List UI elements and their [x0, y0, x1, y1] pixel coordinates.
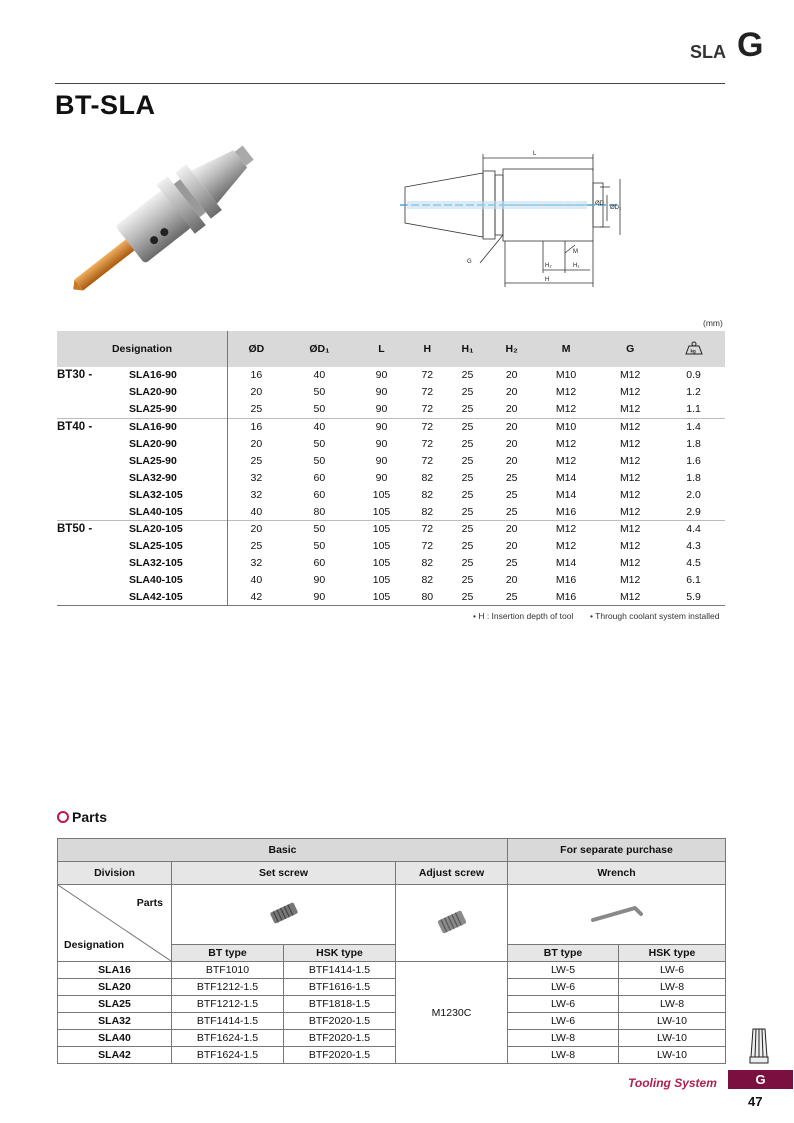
part-cell: BTF1212-1.5: [172, 979, 284, 996]
model-cell: SLA20-90: [129, 436, 228, 453]
parts-heading: Parts: [57, 809, 107, 825]
dim-H2: H₂: [545, 263, 552, 269]
value-cell: 25: [505, 488, 518, 501]
value-cell: 25: [461, 369, 474, 382]
part-cell: BTF1616-1.5: [284, 979, 396, 996]
wrench-bt-type: BT type: [508, 944, 619, 961]
value-cell: 20: [228, 521, 285, 538]
value-cell: 20: [505, 386, 518, 399]
parts-bullet-icon: [57, 811, 69, 823]
part-cell: LW-6: [508, 979, 619, 996]
value-cell: M14: [555, 488, 577, 501]
value-cell: 50: [313, 386, 326, 399]
value-cell: 4.4: [662, 521, 725, 538]
designation-cell: SLA40: [58, 1030, 172, 1047]
value-cell: 1.8: [686, 471, 701, 484]
model-cell: SLA25-90: [129, 401, 228, 418]
value-cell: 25: [505, 505, 518, 518]
table-row: [57, 384, 725, 401]
value-cell: 60: [313, 471, 326, 484]
designation-cell: SLA32: [58, 1013, 172, 1030]
col-m: M: [534, 331, 598, 367]
value-cell: 82: [421, 488, 434, 501]
table-row: [58, 962, 726, 979]
adjust-screw-header: Adjust screw: [396, 862, 508, 885]
value-cell: 25: [446, 521, 490, 538]
value-cell: 105: [372, 557, 391, 570]
spec-table: [57, 331, 725, 606]
value-cell: 20: [505, 369, 518, 382]
wrench-icon: [587, 900, 647, 926]
col-g: G: [598, 331, 662, 367]
dim-D1: ØD₁: [610, 205, 622, 211]
value-cell: 25: [461, 557, 474, 570]
part-cell: BTF1818-1.5: [284, 996, 396, 1013]
page-number: 47: [748, 1094, 763, 1109]
value-cell: 50: [313, 403, 326, 416]
value-cell: 80: [409, 589, 446, 606]
value-cell: 16: [250, 369, 263, 382]
value-cell: 40: [250, 505, 263, 518]
value-cell: 60: [313, 557, 326, 570]
table-row: [57, 418, 725, 435]
value-cell: 25: [505, 557, 518, 570]
col-weight: [662, 331, 725, 367]
unit-label: (mm): [703, 318, 723, 328]
model-cell: SLA20-105: [129, 521, 228, 538]
value-cell: 90: [375, 471, 388, 484]
value-cell: 1.8: [686, 438, 701, 450]
model-cell: SLA25-90: [129, 452, 228, 469]
value-cell: 25: [250, 403, 263, 416]
value-cell: M14: [555, 471, 577, 484]
footer-section-tab: G: [728, 1070, 793, 1089]
group-label: BT50 -: [57, 521, 129, 538]
set-hsk-type: HSK type: [284, 944, 396, 961]
value-cell: M12: [619, 471, 641, 484]
adjust-screw-value: M1230C: [396, 962, 508, 1064]
value-cell: 50: [313, 454, 326, 467]
value-cell: M12: [619, 557, 641, 570]
value-cell: 25: [461, 438, 474, 450]
set-screw-icon: [267, 901, 301, 925]
value-cell: 32: [250, 471, 263, 484]
value-cell: 0.9: [686, 369, 701, 382]
group-label: BT40 -: [57, 418, 129, 435]
part-cell: BTF1624-1.5: [172, 1047, 284, 1064]
group-label: [57, 589, 129, 606]
value-cell: 2.9: [686, 505, 701, 518]
value-cell: M16: [555, 505, 577, 518]
value-cell: 25: [461, 471, 474, 484]
set-screw-image: [172, 885, 396, 945]
value-cell: 105: [372, 540, 391, 553]
value-cell: M12: [619, 574, 641, 587]
value-cell: M12: [619, 505, 641, 518]
model-cell: SLA40-105: [129, 572, 228, 589]
value-cell: 105: [354, 589, 409, 606]
part-cell: LW-6: [508, 996, 619, 1013]
group-label: [57, 503, 129, 520]
designation-cell: SLA20: [58, 979, 172, 996]
group-label: [57, 538, 129, 555]
table-row: [57, 436, 725, 453]
value-cell: M12: [534, 521, 598, 538]
table-row: [57, 538, 725, 555]
value-cell: M12: [619, 403, 641, 416]
value-cell: M12: [555, 403, 577, 416]
adjust-screw-image: [396, 885, 508, 962]
value-cell: 90: [375, 369, 388, 382]
value-cell: 72: [409, 418, 446, 435]
value-cell: 25: [461, 505, 474, 518]
value-cell: 50: [285, 521, 354, 538]
value-cell: 72: [421, 386, 434, 399]
value-cell: 90: [375, 454, 388, 467]
value-cell: M12: [555, 454, 577, 467]
dim-H1: H₁: [573, 263, 580, 269]
set-bt-type: BT type: [172, 944, 284, 961]
value-cell: 40: [313, 369, 326, 382]
table-row: [58, 1047, 726, 1064]
value-cell: M10: [534, 418, 598, 435]
collet-icon: [748, 1027, 770, 1065]
value-cell: 60: [313, 488, 326, 501]
value-cell: M12: [598, 418, 662, 435]
part-cell: BTF1624-1.5: [172, 1030, 284, 1047]
diagonal-cell: [58, 885, 172, 962]
adjust-screw-icon: [435, 909, 469, 935]
part-cell: BTF2020-1.5: [284, 1030, 396, 1047]
value-cell: 90: [375, 403, 388, 416]
group-label: [57, 452, 129, 469]
value-cell: 25: [461, 403, 474, 416]
table-row: [58, 996, 726, 1013]
part-cell: BTF1414-1.5: [172, 1013, 284, 1030]
value-cell: 82: [421, 557, 434, 570]
group-label: [57, 436, 129, 453]
model-cell: SLA16-90: [129, 367, 228, 384]
value-cell: 1.4: [662, 418, 725, 435]
value-cell: 16: [228, 418, 285, 435]
col-h: H: [409, 331, 446, 367]
value-cell: 40: [285, 418, 354, 435]
footer-brand: Tooling System: [628, 1076, 717, 1090]
col-h1: H₁: [446, 331, 490, 367]
value-cell: 90: [285, 589, 354, 606]
group-label: [57, 486, 129, 503]
value-cell: 4.3: [686, 540, 701, 553]
value-cell: 20: [250, 386, 263, 399]
part-cell: BTF2020-1.5: [284, 1013, 396, 1030]
model-cell: SLA42-105: [129, 589, 228, 606]
dim-L: L: [533, 151, 537, 157]
parts-label: Parts: [136, 897, 163, 909]
part-cell: LW-8: [619, 996, 726, 1013]
table-row: [57, 452, 725, 469]
col-d1: ØD₁: [285, 331, 354, 367]
value-cell: 25: [489, 589, 534, 606]
value-cell: 1.2: [686, 386, 701, 399]
value-cell: 20: [489, 418, 534, 435]
wrench-header: Wrench: [508, 862, 726, 885]
dim-G: G: [467, 259, 472, 265]
technical-drawing: [395, 145, 635, 290]
model-cell: SLA32-90: [129, 469, 228, 486]
section-letter: G: [737, 26, 764, 64]
value-cell: M12: [555, 438, 577, 450]
value-cell: 25: [446, 589, 490, 606]
value-cell: 90: [313, 574, 326, 587]
table-row: [57, 469, 725, 486]
value-cell: 105: [354, 521, 409, 538]
value-cell: 1.6: [686, 454, 701, 467]
value-cell: 25: [461, 488, 474, 501]
designation-label: Designation: [64, 939, 125, 951]
part-cell: BTF1010: [172, 962, 284, 979]
table-row: [57, 555, 725, 572]
table-row: [57, 401, 725, 418]
value-cell: 90: [354, 418, 409, 435]
dim-M: M: [573, 249, 578, 255]
value-cell: 25: [461, 574, 474, 587]
value-cell: 25: [446, 418, 490, 435]
part-cell: BTF1414-1.5: [284, 962, 396, 979]
value-cell: 4.5: [686, 557, 701, 570]
value-cell: 105: [372, 574, 391, 587]
value-cell: 72: [421, 403, 434, 416]
section-code: SLA: [690, 42, 726, 62]
value-cell: 1.1: [686, 403, 701, 416]
part-cell: LW-10: [619, 1047, 726, 1064]
value-cell: M12: [619, 438, 641, 450]
table-row: [57, 503, 725, 520]
value-cell: M16: [555, 574, 577, 587]
value-cell: M12: [619, 386, 641, 399]
value-cell: 32: [250, 488, 263, 501]
value-cell: 20: [505, 574, 518, 587]
value-cell: 25: [250, 454, 263, 467]
value-cell: 25: [461, 386, 474, 399]
value-cell: 6.1: [686, 574, 701, 587]
dim-H: H: [545, 277, 550, 283]
table-row: [58, 1013, 726, 1030]
value-cell: 20: [505, 454, 518, 467]
header-rule: [55, 83, 725, 84]
value-cell: M12: [598, 521, 662, 538]
part-cell: LW-8: [508, 1030, 619, 1047]
value-cell: 25: [250, 540, 263, 553]
model-cell: SLA20-90: [129, 384, 228, 401]
division-header: Division: [58, 862, 172, 885]
designation-cell: SLA25: [58, 996, 172, 1013]
table-row: [57, 572, 725, 589]
table-row: [57, 367, 725, 384]
col-designation: Designation: [57, 331, 228, 367]
note-insertion: • H : Insertion depth of tool: [473, 611, 574, 621]
basic-header: Basic: [58, 839, 508, 862]
group-label: [57, 572, 129, 589]
part-cell: LW-8: [508, 1047, 619, 1064]
value-cell: 90: [375, 438, 388, 450]
part-cell: LW-6: [619, 962, 726, 979]
wrench-hsk-type: HSK type: [619, 944, 726, 961]
col-h2: H₂: [489, 331, 534, 367]
designation-cell: SLA42: [58, 1047, 172, 1064]
value-cell: 20: [250, 438, 263, 450]
set-screw-header: Set screw: [172, 862, 396, 885]
value-cell: M12: [619, 369, 641, 382]
value-cell: 82: [421, 471, 434, 484]
value-cell: M14: [555, 557, 577, 570]
value-cell: 40: [250, 574, 263, 587]
value-cell: 82: [421, 574, 434, 587]
value-cell: 32: [250, 557, 263, 570]
product-photo: [60, 135, 275, 295]
value-cell: 72: [421, 438, 434, 450]
note-coolant: • Through coolant system installed: [590, 611, 720, 621]
col-d: ØD: [228, 331, 285, 367]
wrench-image: [508, 885, 726, 945]
value-cell: M16: [534, 589, 598, 606]
parts-table: [57, 838, 726, 1064]
dim-D: ØD: [595, 201, 604, 207]
value-cell: 72: [409, 521, 446, 538]
model-cell: SLA16-90: [129, 418, 228, 435]
value-cell: 90: [375, 386, 388, 399]
value-cell: 72: [421, 540, 434, 553]
model-cell: SLA32-105: [129, 555, 228, 572]
value-cell: M12: [555, 386, 577, 399]
table-row: [57, 486, 725, 503]
value-cell: 20: [505, 403, 518, 416]
value-cell: 25: [461, 454, 474, 467]
value-cell: 20: [505, 540, 518, 553]
group-label: [57, 469, 129, 486]
group-label: [57, 401, 129, 418]
model-cell: SLA25-105: [129, 538, 228, 555]
svg-text:kg: kg: [690, 348, 696, 353]
value-cell: M10: [555, 369, 577, 382]
model-cell: SLA32-105: [129, 486, 228, 503]
model-cell: SLA40-105: [129, 503, 228, 520]
value-cell: 72: [421, 369, 434, 382]
group-label: BT30 -: [57, 369, 93, 382]
value-cell: M12: [619, 454, 641, 467]
value-cell: 50: [313, 540, 326, 553]
value-cell: 72: [421, 454, 434, 467]
col-l: L: [354, 331, 409, 367]
value-cell: 20: [489, 521, 534, 538]
value-cell: 25: [505, 471, 518, 484]
weight-icon: [685, 341, 703, 355]
value-cell: M12: [598, 589, 662, 606]
value-cell: 105: [372, 488, 391, 501]
value-cell: M12: [619, 540, 641, 553]
value-cell: M12: [619, 488, 641, 501]
value-cell: 105: [372, 505, 391, 518]
table-row: [58, 1030, 726, 1047]
table-row: [57, 521, 725, 538]
designation-cell: SLA16: [58, 962, 172, 979]
part-cell: LW-8: [619, 979, 726, 996]
table-row: [58, 979, 726, 996]
value-cell: M12: [555, 540, 577, 553]
part-cell: BTF1212-1.5: [172, 996, 284, 1013]
value-cell: 82: [421, 505, 434, 518]
part-cell: LW-10: [619, 1030, 726, 1047]
table-row: [57, 589, 725, 606]
value-cell: 42: [228, 589, 285, 606]
value-cell: 20: [505, 438, 518, 450]
part-cell: LW-10: [619, 1013, 726, 1030]
value-cell: 5.9: [662, 589, 725, 606]
part-cell: LW-5: [508, 962, 619, 979]
part-cell: LW-6: [508, 1013, 619, 1030]
page-title: BT-SLA: [55, 90, 156, 120]
group-label: [57, 384, 129, 401]
value-cell: 50: [313, 438, 326, 450]
value-cell: 80: [313, 505, 326, 518]
value-cell: 2.0: [686, 488, 701, 501]
value-cell: 25: [461, 540, 474, 553]
part-cell: BTF2020-1.5: [284, 1047, 396, 1064]
group-label: [57, 555, 129, 572]
separate-header: For separate purchase: [508, 839, 726, 862]
